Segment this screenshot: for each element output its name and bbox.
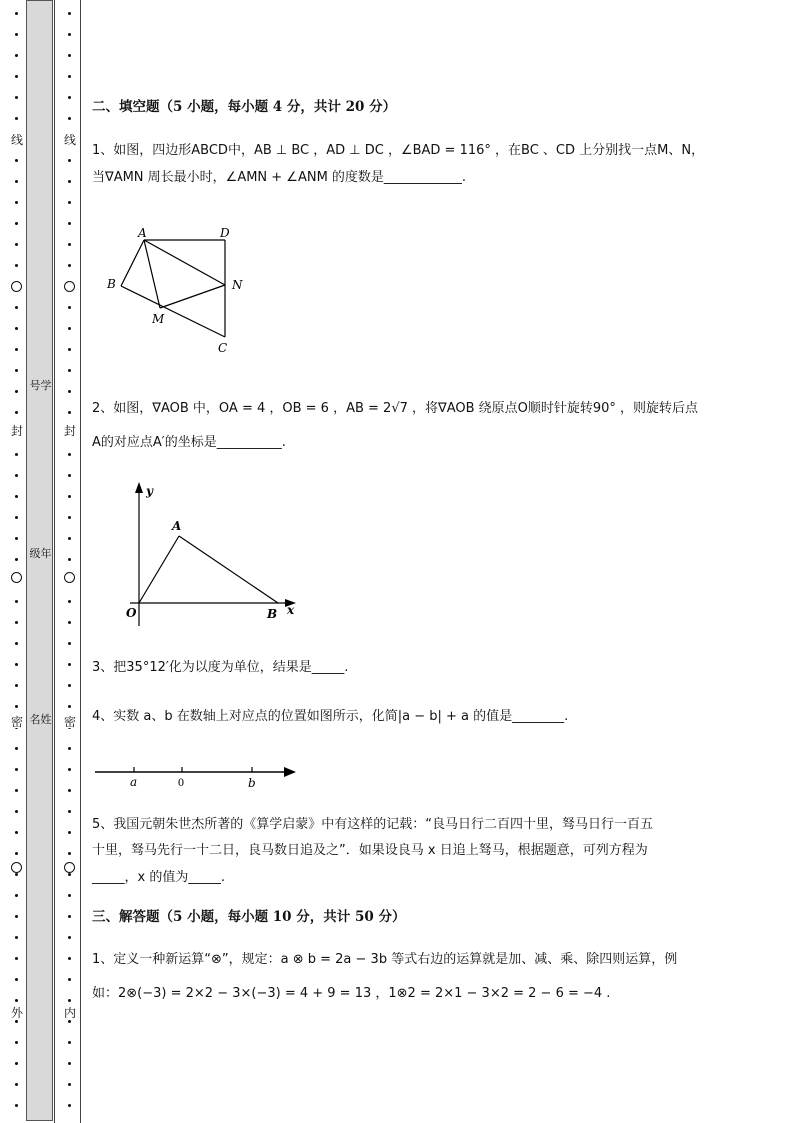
point-label-zero: 0	[178, 775, 184, 789]
cut-line-dot	[68, 684, 71, 687]
left-circle-mark	[11, 862, 22, 873]
cut-line-dot	[68, 306, 71, 309]
cut-line-dot	[15, 1062, 18, 1065]
left-cut-char-1: 线	[10, 133, 23, 147]
cut-line-dot	[68, 852, 71, 855]
cut-line-dot	[15, 75, 18, 78]
point-label-b: b	[248, 776, 256, 790]
cut-line-dot	[15, 201, 18, 204]
field-grade-label: 级年	[29, 547, 52, 560]
cut-line-dot	[15, 684, 18, 687]
cut-line-dot	[68, 180, 71, 183]
s3-q1-line2: 如：2⊗(−3) = 2×2 − 3×(−3) = 4 + 9 = 13 ，1⊗2 = 2×1 − 3×2 = 2 − 6 = −4 .	[92, 986, 611, 1001]
cut-line-dot	[68, 495, 71, 498]
cut-line-dot	[68, 600, 71, 603]
cut-line-dot	[68, 978, 71, 981]
origin-label-O: O	[126, 606, 137, 620]
cut-line-dot	[68, 75, 71, 78]
left-cut-char-4: 外	[10, 1006, 23, 1020]
cut-line-dot	[15, 54, 18, 57]
cut-line-dot	[68, 789, 71, 792]
left-cut-char-3: 密	[10, 715, 23, 729]
cut-line-dot	[68, 1041, 71, 1044]
cut-line-dot	[15, 411, 18, 414]
cut-line-dot	[15, 264, 18, 267]
field-number-label: 号学	[29, 379, 52, 392]
cut-line-dot	[15, 789, 18, 792]
point-label-a: a	[130, 775, 138, 789]
cut-line-dot	[15, 180, 18, 183]
field-name-label: 名姓	[29, 713, 52, 726]
axis-label-x: x	[287, 603, 295, 617]
cut-line-dot	[68, 117, 71, 120]
cut-line-dot	[68, 642, 71, 645]
cut-line-dot	[15, 474, 18, 477]
cut-line-dot	[68, 96, 71, 99]
y-axis-arrowhead	[135, 482, 143, 493]
s3-q1-line1: 1、定义一种新运算“⊗”，规定：a ⊗ b = 2a − 3b 等式右边的运算就是加、减、乘、除四则运算，例	[92, 952, 678, 967]
cut-line-dot	[15, 621, 18, 624]
cut-line-dot	[15, 1104, 18, 1107]
q5-line2: 十里，驽马先行一十二日，良马数日追及之”．如果设良马 x 日追上驽马，根据题意，可列方程为	[92, 843, 648, 858]
cut-line-dot	[68, 201, 71, 204]
cut-line-dot	[68, 1083, 71, 1086]
cut-line-dot	[68, 831, 71, 834]
cut-line-dot	[68, 621, 71, 624]
vertex-label-A: A	[138, 226, 147, 240]
cut-line-dot	[15, 1041, 18, 1044]
axis-label-y: y	[146, 484, 153, 498]
cut-line-dot	[68, 411, 71, 414]
cut-line-dot	[15, 243, 18, 246]
q5-line1: 5、我国元朝朱世杰所著的《算学启蒙》中有这样的记载：“良马日行二百四十里，驽马日行一百五	[92, 817, 654, 832]
number-line-arrowhead	[284, 767, 296, 777]
cut-line-dot	[68, 222, 71, 225]
cut-line-dot	[15, 1020, 18, 1023]
cut-line-dot	[68, 747, 71, 750]
cut-line-dot	[15, 642, 18, 645]
cut-line-dot	[68, 453, 71, 456]
cut-line-dot	[15, 957, 18, 960]
cut-line-dot	[15, 768, 18, 771]
student-info-band	[26, 0, 53, 1121]
cut-line-dot	[68, 999, 71, 1002]
q5-line3: _____，x 的值为_____.	[92, 870, 225, 885]
coordinate-triangle-figure	[112, 478, 302, 628]
cut-line-dot	[68, 558, 71, 561]
q1-line2: 当∇AMN 周长最小时，∠AMN + ∠ANM 的度数是____________.	[92, 170, 467, 185]
cut-line-dot	[68, 768, 71, 771]
cut-line-dot	[68, 894, 71, 897]
cut-line-dot	[68, 915, 71, 918]
q2-line1: 2、如图，∇AOB 中，OA = 4 ，OB = 6 ，AB = 2√7 ，将∇AOB 绕原点O顺时针旋转90° ，则旋转后点	[92, 401, 699, 416]
q1-line1: 1、如图，四边形ABCD中，AB ⊥ BC ，AD ⊥ DC ，∠BAD = 116° ，在BC 、CD 上分别找一点M、N，	[92, 143, 705, 158]
cut-line-dot	[15, 453, 18, 456]
cut-line-dot	[68, 327, 71, 330]
right-circle-mark	[64, 572, 75, 583]
cut-line-dot	[15, 873, 18, 876]
binding-strip	[0, 0, 82, 1123]
cut-line-dot	[15, 117, 18, 120]
right-circle-mark	[64, 862, 75, 873]
cut-line-dot	[15, 222, 18, 225]
cut-line-dot	[68, 873, 71, 876]
margin-line	[80, 0, 81, 1123]
cut-line-dot	[68, 264, 71, 267]
cut-line-dot	[68, 159, 71, 162]
cut-line-dot	[15, 831, 18, 834]
section2-heading: 二、填空题（5 小题，每小题 4 分，共计 20 分）	[92, 99, 397, 115]
vertex-label-B: B	[267, 607, 278, 621]
vertex-label-A: A	[172, 519, 182, 533]
cut-line-dot	[15, 516, 18, 519]
cut-line-dot	[68, 663, 71, 666]
left-dotted-line	[10, 0, 22, 1123]
cut-line-dot	[68, 1062, 71, 1065]
cut-line-dot	[15, 936, 18, 939]
cut-line-dot	[15, 327, 18, 330]
left-cut-char-2: 封	[10, 424, 23, 438]
section3-heading: 三、解答题（5 小题，每小题 10 分，共计 50 分）	[92, 909, 406, 925]
cut-line-dot	[15, 705, 18, 708]
cut-line-dot	[15, 663, 18, 666]
right-cut-char-2: 封	[63, 424, 76, 438]
cut-line-dot	[68, 54, 71, 57]
cut-line-dot	[68, 33, 71, 36]
cut-line-dot	[68, 936, 71, 939]
cut-line-dot	[68, 1020, 71, 1023]
q4-line1: 4、实数 a、b 在数轴上对应点的位置如图所示，化简|a − b| + a 的值是________.	[92, 709, 569, 724]
right-cut-char-3: 密	[63, 715, 76, 729]
cut-line-dot	[15, 894, 18, 897]
cut-line-dot	[15, 600, 18, 603]
cut-line-dot	[68, 957, 71, 960]
cut-line-dot	[15, 12, 18, 15]
right-cut-char-4: 内	[63, 1006, 76, 1020]
cut-line-dot	[15, 915, 18, 918]
cut-line-dot	[15, 810, 18, 813]
right-dotted-line	[63, 0, 75, 1123]
binding-line	[54, 0, 55, 1123]
quadrilateral-figure	[102, 224, 252, 359]
cut-line-dot	[15, 159, 18, 162]
cut-line-dot	[15, 369, 18, 372]
cut-line-dot	[15, 978, 18, 981]
cut-line-dot	[68, 243, 71, 246]
vertex-label-B: B	[107, 277, 116, 291]
cut-line-dot	[15, 33, 18, 36]
left-circle-mark	[11, 281, 22, 292]
cut-line-dot	[15, 348, 18, 351]
cut-line-dot	[15, 558, 18, 561]
cut-line-dot	[68, 537, 71, 540]
cut-line-dot	[68, 369, 71, 372]
cut-line-dot	[68, 390, 71, 393]
cut-line-dot	[68, 705, 71, 708]
cut-line-dot	[68, 12, 71, 15]
cut-line-dot	[68, 810, 71, 813]
vertex-label-N: N	[232, 278, 243, 292]
number-line-figure	[94, 760, 304, 792]
cut-line-dot	[15, 537, 18, 540]
cut-line-dot	[15, 390, 18, 393]
cut-line-dot	[68, 516, 71, 519]
cut-line-dot	[68, 348, 71, 351]
cut-line-dot	[15, 747, 18, 750]
vertex-label-M: M	[152, 312, 165, 326]
cut-line-dot	[15, 495, 18, 498]
cut-line-dot	[15, 852, 18, 855]
left-circle-mark	[11, 572, 22, 583]
q3-line1: 3、把35°12′化为以度为单位，结果是_____.	[92, 660, 349, 675]
cut-line-dot	[68, 1104, 71, 1107]
right-circle-mark	[64, 281, 75, 292]
cut-line-dot	[15, 96, 18, 99]
right-cut-char-1: 线	[63, 133, 76, 147]
cut-line-dot	[15, 1083, 18, 1086]
q2-line2: A的对应点A′的坐标是__________.	[92, 435, 286, 450]
cut-line-dot	[68, 474, 71, 477]
cut-line-dot	[15, 306, 18, 309]
vertex-label-D: D	[220, 226, 230, 240]
vertex-label-C: C	[218, 341, 228, 355]
cut-line-dot	[15, 999, 18, 1002]
